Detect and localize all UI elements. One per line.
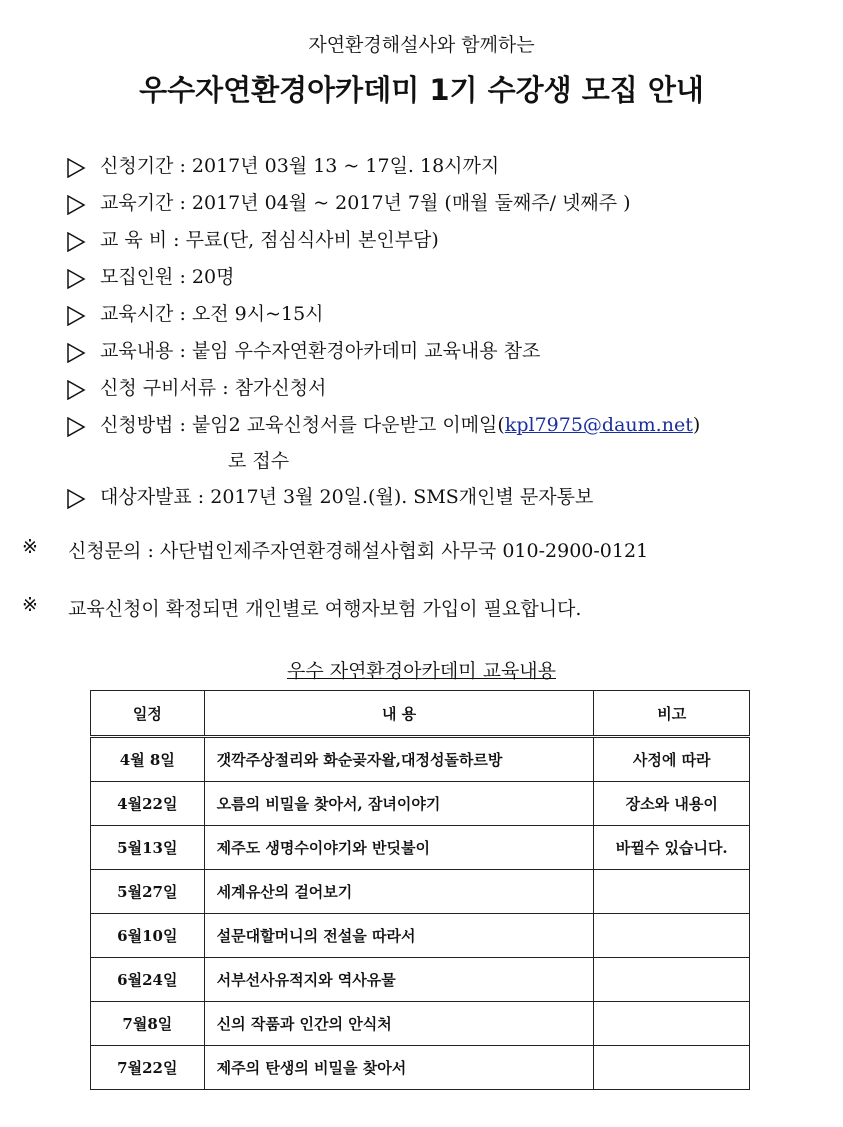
row-note: 바뀔수 있습니다. — [594, 826, 750, 870]
schedule-table — [90, 690, 750, 1090]
row-note — [594, 1002, 750, 1046]
info-item-application-period — [66, 148, 826, 185]
info-item-education-content — [66, 333, 826, 370]
table-row — [91, 826, 750, 870]
row-content: 세계유산의 걸어보기 — [204, 870, 594, 914]
row-note: 장소와 내용이 — [594, 782, 750, 826]
triangle-bullet-icon — [66, 232, 86, 252]
row-note — [594, 914, 750, 958]
triangle-bullet-icon — [66, 195, 86, 215]
info-item-text: 교육내용 : 붙임 우수자연환경아카데미 교육내용 참조 — [100, 340, 541, 362]
application-method-close-paren: ) — [692, 414, 701, 436]
info-item-required-documents — [66, 370, 826, 407]
triangle-bullet-icon — [66, 158, 86, 178]
application-method-line2: 로 접수 — [228, 450, 290, 472]
header-note: 비고 — [594, 691, 750, 737]
table-row — [91, 737, 750, 782]
info-list — [66, 148, 826, 516]
row-note — [594, 870, 750, 914]
info-item-text: 신청기간 : 2017년 03월 13 ~ 17일. 18시까지 — [100, 155, 500, 177]
info-item-text: 모집인원 : 20명 — [100, 266, 235, 288]
row-note — [594, 958, 750, 1002]
row-date: 6월10일 — [91, 914, 205, 958]
info-item-capacity — [66, 259, 826, 296]
row-date: 4월22일 — [91, 782, 205, 826]
triangle-bullet-icon — [66, 489, 86, 509]
row-content: 설문대할머니의 전설을 따라서 — [204, 914, 594, 958]
row-note — [594, 1046, 750, 1090]
info-item-text: 교육기간 : 2017년 04월 ~ 2017년 7월 (매월 둘째주/ 넷째주 ) — [100, 192, 631, 214]
table-row — [91, 870, 750, 914]
table-row — [91, 782, 750, 826]
page-subtitle: 자연환경해설사와 함께하는 — [308, 34, 535, 56]
row-date: 5월27일 — [91, 870, 205, 914]
info-item-text: 신청 구비서류 : 참가신청서 — [100, 377, 327, 399]
info-item-text — [100, 407, 700, 479]
reference-mark-icon: ※ — [22, 594, 38, 616]
row-content: 제주의 탄생의 비밀을 찾아서 — [204, 1046, 594, 1090]
triangle-bullet-icon — [66, 417, 86, 437]
header-date: 일정 — [91, 691, 205, 737]
info-item-text: 대상자발표 : 2017년 3월 20일.(월). SMS개인별 문자통보 — [100, 486, 594, 508]
application-method-text: 신청방법 : 붙임2 교육신청서를 다운받고 이메일( — [100, 414, 505, 436]
note-inquiry-text: 신청문의 : 사단법인제주자연환경해설사협회 사무국 010-2900-0121 — [68, 540, 649, 562]
table-row — [91, 1002, 750, 1046]
row-date: 6월24일 — [91, 958, 205, 1002]
table-row — [91, 914, 750, 958]
triangle-bullet-icon — [66, 306, 86, 326]
schedule-header-row — [91, 691, 750, 737]
info-item-education-time — [66, 296, 826, 333]
page-title: 우수자연환경아카데미 1기 수강생 모집 안내 — [139, 73, 704, 107]
info-item-education-period — [66, 185, 826, 222]
row-content: 오름의 비밀을 찾아서, 잠녀이야기 — [204, 782, 594, 826]
info-item-fee — [66, 222, 826, 259]
triangle-bullet-icon — [66, 343, 86, 363]
table-row — [91, 958, 750, 1002]
schedule-caption: 우수 자연환경아카데미 교육내용 — [286, 660, 557, 682]
header-content: 내 용 — [204, 691, 594, 737]
info-item-application-method — [66, 407, 826, 479]
row-date: 4월 8일 — [91, 737, 205, 782]
row-content: 제주도 생명수이야기와 반딧불이 — [204, 826, 594, 870]
reference-mark-icon: ※ — [22, 536, 38, 558]
note-insurance-text: 교육신청이 확정되면 개인별로 여행자보험 가입이 필요합니다. — [68, 598, 582, 620]
row-content: 갯깍주상절리와 화순곶자왈,대정성돌하르방 — [204, 737, 594, 782]
row-date: 5월13일 — [91, 826, 205, 870]
table-row — [91, 1046, 750, 1090]
triangle-bullet-icon — [66, 380, 86, 400]
triangle-bullet-icon — [66, 269, 86, 289]
row-date: 7월22일 — [91, 1046, 205, 1090]
email-link[interactable]: kpl7975@daum.net — [504, 414, 693, 436]
row-date: 7월8일 — [91, 1002, 205, 1046]
info-item-text: 교 육 비 : 무료(단, 점심식사비 본인부담) — [100, 229, 439, 251]
info-item-announcement — [66, 479, 826, 516]
row-content: 서부선사유적지와 역사유물 — [204, 958, 594, 1002]
info-item-text: 교육시간 : 오전 9시~15시 — [100, 303, 324, 325]
row-note: 사정에 따라 — [594, 737, 750, 782]
row-content: 신의 작품과 인간의 안식처 — [204, 1002, 594, 1046]
